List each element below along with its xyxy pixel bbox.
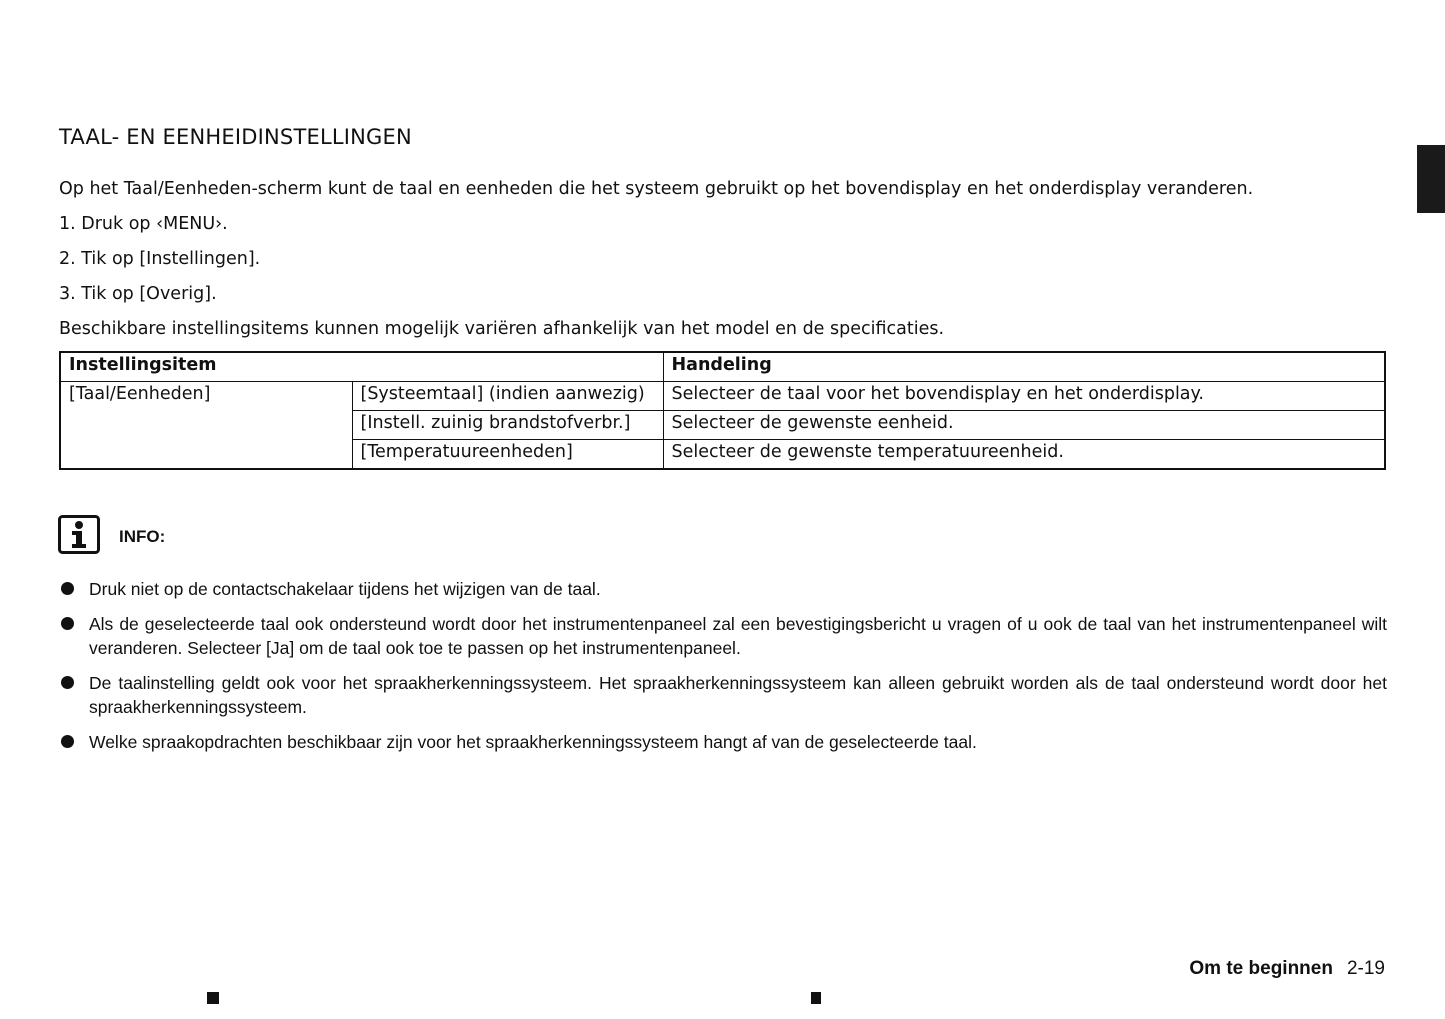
step-3: 3. Tik op [Overig].	[59, 284, 217, 304]
bullet-icon	[61, 582, 74, 595]
header-setting-item: Instellingsitem	[60, 352, 663, 382]
intro-paragraph: Op het Taal/Eenheden-scherm kunt de taal en eenheden die het systeem gebruikt op het bovendisplay en het onderdisplay veranderen.	[59, 179, 1254, 199]
list-item	[59, 577, 1387, 601]
action-cell: Selecteer de gewenste temperatuureenheid.	[663, 440, 1385, 470]
chapter-tab-marker	[1417, 145, 1445, 213]
bullet-text: De taalinstelling geldt ook voor het spraakherkenningssysteem. Het spraakherkenningssysteem kan alleen gebruikt worden als de taal ondersteund wordt door het spraakherkenningssysteem.	[89, 673, 1387, 717]
page-footer	[1189, 958, 1385, 980]
availability-note: Beschikbare instellingsitems kunnen mogelijk variëren afhankelijk van het model en de specificaties.	[59, 319, 945, 339]
bullet-icon	[61, 617, 74, 630]
header-action: Handeling	[663, 352, 1385, 382]
info-icon	[58, 515, 100, 554]
crop-mark-center	[811, 992, 821, 1004]
list-item	[59, 730, 1387, 754]
action-cell: Selecteer de taal voor het bovendisplay en het onderdisplay.	[663, 382, 1385, 411]
bullet-icon	[61, 676, 74, 689]
bullet-text: Als de geselecteerde taal ook ondersteund wordt door het instrumentenpaneel zal een bevestigingsbericht u vragen of u ook de taal van het instrumentenpaneel wilt veranderen. Selecteer [Ja] om de taal ook toe te passen op het instrumentenpaneel.	[89, 614, 1387, 658]
item-cell: [Temperatuureenheden]	[352, 440, 663, 470]
bullet-text: Welke spraakopdrachten beschikbaar zijn voor het spraakherkenningssysteem hangt af van de geselecteerde taal.	[89, 732, 977, 752]
info-bullet-list	[59, 577, 1387, 765]
info-label: INFO:	[119, 527, 166, 546]
footer-section-title: Om te beginnen	[1189, 958, 1333, 979]
table-row	[60, 382, 1385, 411]
list-item	[59, 671, 1387, 719]
page-number: 2-19	[1346, 958, 1385, 979]
item-cell: [Systeemtaal] (indien aanwezig)	[352, 382, 663, 411]
table-header-row	[60, 352, 1385, 382]
settings-table	[59, 351, 1386, 470]
bullet-text: Druk niet op de contactschakelaar tijdens het wijzigen van de taal.	[89, 579, 601, 599]
group-cell: [Taal/Eenheden]	[60, 382, 352, 470]
bullet-icon	[61, 735, 74, 748]
list-item	[59, 612, 1387, 660]
item-cell: [Instell. zuinig brandstofverbr.]	[352, 411, 663, 440]
crop-mark-left	[207, 992, 219, 1004]
page-heading: TAAL- EN EENHEIDINSTELLINGEN	[59, 125, 412, 149]
step-2: 2. Tik op [Instellingen].	[59, 249, 261, 269]
action-cell: Selecteer de gewenste eenheid.	[663, 411, 1385, 440]
step-1: 1. Druk op ‹MENU›.	[59, 214, 228, 234]
